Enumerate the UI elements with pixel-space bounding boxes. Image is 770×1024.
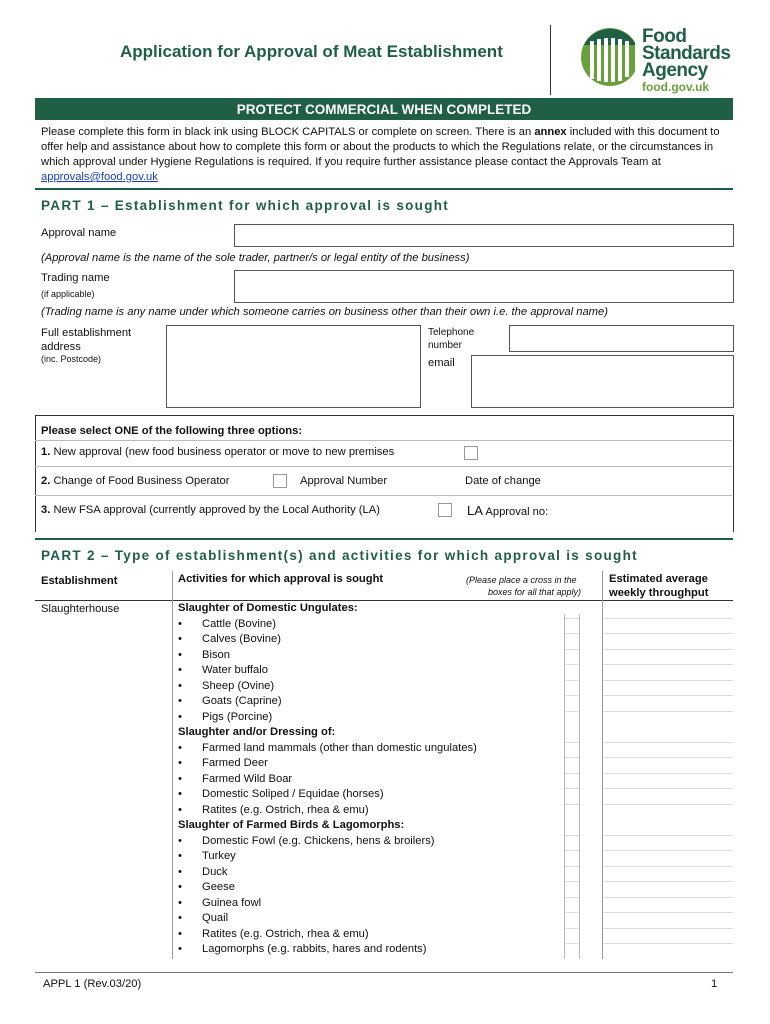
section-divider [35,188,733,190]
activity-checkbox[interactable] [565,928,579,945]
activity-label: Ratites (e.g. Ostrich, rhea & emu) [202,927,369,940]
activity-group-heading: Slaughter of Domestic Ungulates: [178,602,358,614]
activity-checkbox[interactable] [565,912,579,929]
activity-label: Goats (Caprine) [202,695,282,707]
throughput-field[interactable] [603,897,733,914]
table-divider [172,571,173,959]
activity-item [178,866,228,878]
option-2-label: 2. Change of Food Business Operator [41,475,230,487]
throughput-field[interactable] [603,912,733,929]
table-divider [579,614,580,959]
activity-checkbox[interactable] [565,943,579,960]
activity-item [178,850,236,862]
activity-item [178,928,369,940]
activity-item [178,804,369,816]
activity-item [178,943,427,955]
activity-item [178,618,276,630]
throughput-field[interactable] [603,695,733,712]
activity-checkbox[interactable] [565,773,579,790]
throughput-field[interactable] [603,788,733,805]
throughput-field[interactable] [603,711,733,728]
form-code: APPL 1 (Rev.03/20) [43,978,142,990]
throughput-field[interactable] [603,804,733,821]
bullet: • [178,881,182,893]
activity-label: Ratites (e.g. Ostrich, rhea & emu) [202,803,369,816]
throughput-field[interactable] [603,649,733,666]
activity-label: Calves (Bovine) [202,633,281,645]
throughput-field[interactable] [603,943,733,960]
activity-checkbox[interactable] [565,742,579,759]
activity-label: Turkey [202,850,236,862]
activity-label: Farmed Deer [202,757,268,769]
activity-item [178,881,235,893]
throughput-field[interactable] [603,742,733,759]
activity-item [178,711,272,723]
bullet: • [178,943,182,955]
agency-url[interactable]: food.gov.uk [642,80,710,94]
activity-item [178,897,261,909]
option-divider [35,440,732,441]
bullet: • [178,679,182,692]
bullet: • [178,788,182,800]
throughput-field[interactable] [603,928,733,945]
trading-name-field[interactable] [234,270,734,303]
activity-checkbox[interactable] [565,881,579,898]
activity-checkbox[interactable] [565,649,579,666]
trading-name-sublabel: (if applicable) [41,289,95,299]
bullet: • [178,912,182,924]
activity-checkbox[interactable] [565,788,579,805]
approval-name-label: Approval name [41,227,117,239]
bullet: • [178,834,182,847]
page-title: Application for Approval of Meat Establishment [120,42,503,61]
activity-item [178,742,477,754]
activity-item [178,912,228,924]
option-1-checkbox[interactable] [464,446,478,460]
bullet: • [178,850,182,862]
approvals-email-link[interactable]: approvals@food.gov.uk [41,171,158,183]
bullet: • [178,695,182,707]
throughput-field[interactable] [603,850,733,867]
bullet: • [178,772,182,785]
address-sublabel: (inc. Postcode) [41,354,102,364]
activity-checkbox[interactable] [565,866,579,883]
trading-name-label: Trading name [41,272,110,284]
address-label-2: address [41,341,81,353]
telephone-field[interactable] [509,325,734,352]
col-activities-header: Activities for which approval is sought [178,573,384,585]
part2-heading: PART 2 – Type of establishment(s) and activities for which approval is sought [41,548,638,563]
telephone-label-2: number [428,340,462,351]
bullet: • [178,757,182,769]
bullet: • [178,896,182,909]
header-divider [550,25,551,95]
options-heading: Please select ONE of the following three options: [41,425,303,437]
activity-item [178,664,268,676]
throughput-field[interactable] [603,835,733,852]
option-3-label: 3. New FSA approval (currently approved by the Local Authority (LA) [41,504,380,516]
activity-group-heading: Slaughter of Farmed Birds & Lagomorphs: [178,819,405,831]
la-approval-label: LA Approval no: [467,503,549,518]
option-1-label: 1. New approval (new food business operator or move to new premises [41,446,395,458]
activity-label: Cattle (Bovine) [202,617,276,630]
approval-name-note: (Approval name is the name of the sole trader, partner/s or legal entity of the business) [41,252,470,264]
activity-label: Farmed land mammals (other than domestic ungulates) [202,741,477,754]
activity-label: Quail [202,912,229,924]
activity-item [178,680,274,692]
activity-checkbox[interactable] [565,850,579,867]
throughput-field[interactable] [603,866,733,883]
activity-checkbox[interactable] [565,804,579,821]
agency-name: Food Standards Agency [642,26,731,81]
activity-item [178,773,292,785]
date-of-change-label: Date of change [465,475,541,487]
bullet: • [178,741,182,754]
activity-checkbox[interactable] [565,757,579,774]
activity-checkbox[interactable] [565,664,579,681]
throughput-field[interactable] [603,773,733,790]
activity-item [178,649,230,661]
option-divider [35,466,732,467]
part1-heading: PART 1 – Establishment for which approval is sought [41,198,450,213]
address-label: Full establishment [41,327,132,339]
col-throughput-header: Estimated average [609,573,708,585]
bullet: • [178,803,182,816]
activity-item [178,835,435,847]
bullet: • [178,927,182,940]
activity-label: Water buffalo [202,664,268,676]
throughput-field[interactable] [603,881,733,898]
activity-label: Domestic Fowl (e.g. Chickens, hens & broilers) [202,834,435,847]
page-number: 1 [711,978,718,990]
option-divider [35,495,732,496]
section-divider [35,538,733,540]
activity-label: Lagomorphs (e.g. rabbits, hares and rodents) [202,943,427,955]
option-3-checkbox[interactable] [438,503,452,517]
activity-checkbox[interactable] [565,680,579,697]
activity-label: Bison [202,648,230,661]
throughput-field[interactable] [603,664,733,681]
activity-item [178,695,282,707]
protect-banner: PROTECT COMMERCIAL WHEN COMPLETED [35,98,733,120]
col-note: (Please place a cross in the [466,575,577,585]
fsa-logo-icon [580,27,635,89]
footer-rule [35,972,733,973]
activity-item [178,788,384,800]
col-establishment-header: Establishment [41,575,118,587]
bullet: • [178,617,182,630]
throughput-field[interactable] [603,757,733,774]
throughput-field[interactable] [603,633,733,650]
activity-label: Geese [202,881,235,893]
establishment-cell: Slaughterhouse [41,603,120,615]
activity-label: Guinea fowl [202,896,262,909]
approval-number-label: Approval Number [300,475,388,487]
activity-checkbox[interactable] [565,633,579,650]
activity-item [178,633,281,645]
activity-checkbox[interactable] [565,695,579,712]
email-label: email [428,357,455,369]
bullet: • [178,865,182,878]
throughput-field[interactable] [603,618,733,635]
col-throughput-header-2: weekly throughput [609,587,709,599]
activity-label: Duck [202,865,228,878]
col-note-2: boxes for all that apply) [488,587,582,597]
telephone-label: Telephone [428,327,475,338]
address-field[interactable] [166,325,421,408]
bullet: • [178,664,182,676]
activity-checkbox[interactable] [565,618,579,635]
intro-text: Please complete this form in black ink using BLOCK CAPITALS or complete on screen. There is an annex included with this document to offer help and assistance about how to complete this form or about the products to which the Regulations relate, or the circumstances in which approval under Hygiene Regulations is required. If you require further assistance please contact the Approvals Team at approvals@food.gov.uk [41,126,720,183]
email-field[interactable] [471,355,734,408]
activity-group-heading: Slaughter and/or Dressing of: [178,726,336,738]
table-header-rule [35,600,733,601]
activity-item [178,757,268,769]
activity-checkbox[interactable] [565,897,579,914]
bullet: • [178,710,182,723]
bullet: • [178,633,182,645]
activity-checkbox[interactable] [565,711,579,728]
activity-label: Pigs (Porcine) [202,710,273,723]
bullet: • [178,648,182,661]
activity-label: Sheep (Ovine) [202,679,275,692]
activity-checkbox[interactable] [565,835,579,852]
activity-label: Farmed Wild Boar [202,772,293,785]
approval-name-field[interactable] [234,224,734,247]
trading-name-note: (Trading name is any name under which someone carries on business other than their own i.e. the approval name) [41,306,608,318]
option-2-checkbox[interactable] [273,474,287,488]
throughput-field[interactable] [603,680,733,697]
activity-label: Domestic Soliped / Equidae (horses) [202,788,384,800]
